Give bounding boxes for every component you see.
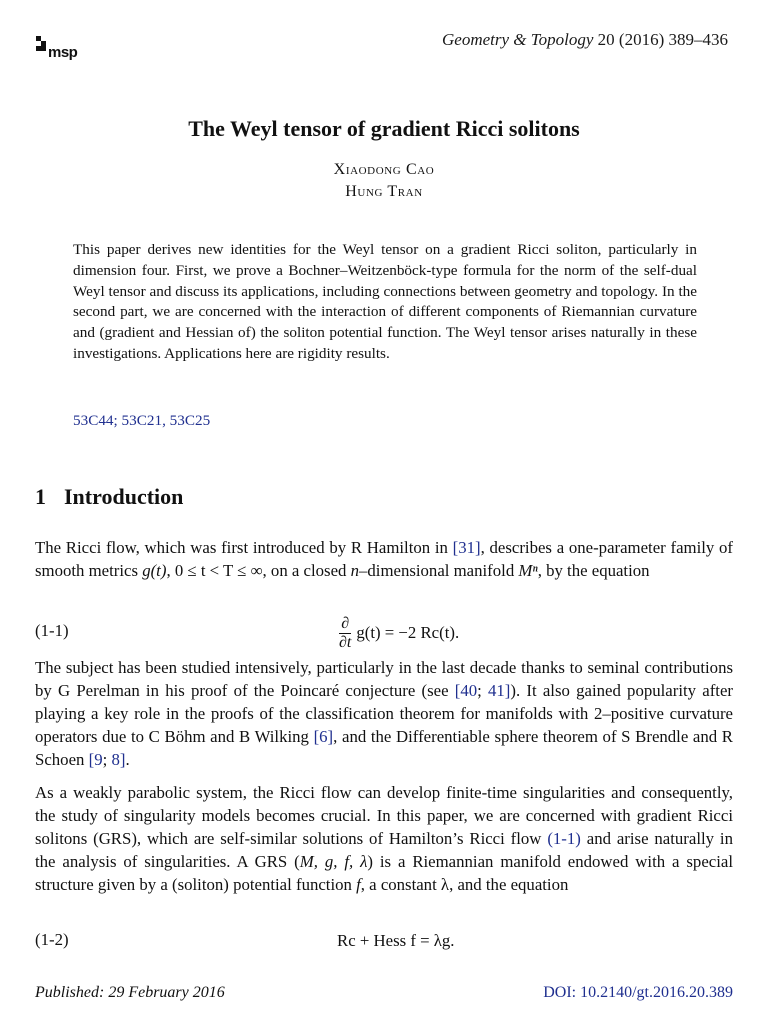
text-run: , a constant λ, and the equation xyxy=(360,875,569,894)
author-name: Xiaodong Cao xyxy=(333,161,435,178)
text-run: . xyxy=(125,750,130,769)
fraction-numerator: ∂ xyxy=(341,614,350,632)
publisher-logo xyxy=(36,36,86,62)
citation-link[interactable]: [6] xyxy=(313,727,334,746)
logo-text: msp xyxy=(48,44,78,61)
section-title: Introduction xyxy=(64,484,184,509)
citation-link[interactable]: 8] xyxy=(111,750,126,769)
equation xyxy=(35,611,733,655)
journal-citation xyxy=(442,30,728,50)
section-number: 1 xyxy=(35,484,46,509)
text-run: ). It also gained popularity after playing a key role in the proofs of the classification theorem for manifolds with 2–positive curvature operators due to C Böhm and B Wilking xyxy=(35,681,733,746)
text-run: , by the equation xyxy=(537,561,650,580)
msc-link[interactable]: 53C21 xyxy=(121,412,163,429)
body-paragraph xyxy=(35,781,733,896)
equation-body xyxy=(337,611,459,655)
citation-link[interactable]: [9 xyxy=(88,750,103,769)
math-inline: Mⁿ xyxy=(518,561,538,580)
journal-volume: 20 (2016) 389–436 xyxy=(597,30,728,49)
doi-link[interactable]: DOI: 10.2140/gt.2016.20.389 xyxy=(543,984,733,1001)
equation-text: Rc + Hess f = λg. xyxy=(337,931,455,950)
author-name: Hung Tran xyxy=(345,183,423,200)
text-run: ; xyxy=(477,681,489,700)
msc-classification: 53C44; 53C21, 53C25 xyxy=(73,412,211,429)
text-run: and arise naturally in the analysis of singularities. A GRS ( xyxy=(35,829,733,871)
equation xyxy=(35,928,733,954)
text-run: The subject has been studied intensively, particularly in the last decade thanks to seminal contributions by G Perelman in his proof of the Poincaré conjecture (see xyxy=(35,658,733,700)
text-run: , 0 ≤ t < T ≤ ∞, on a closed xyxy=(166,561,351,580)
math-inline: g(t) xyxy=(142,561,167,580)
body-paragraph xyxy=(35,656,733,771)
text-run: , describes a one-parameter family of smooth metrics xyxy=(35,538,733,580)
equation-link[interactable]: (1-1) xyxy=(547,829,581,848)
text-run: –dimensional manifold xyxy=(359,561,519,580)
equation-text: g(t) = −2 Rc(t). xyxy=(356,623,460,642)
citation-link[interactable]: [40 xyxy=(454,681,478,700)
text-run: ; xyxy=(102,750,112,769)
fraction-denominator: ∂t xyxy=(339,633,352,651)
abstract: This paper derives new identities for the Weyl tensor on a gradient Ricci soliton, particularly in dimension four. First, we prove a Bochner–Weitzenböck-type formula for the norm of the self-dual Weyl tensor and discuss its applications, including connections between geometry and topology. In the second part, we are concerned with the interaction of different components of Riemannian curvature and (gradient and Hessian of) the soliton potential function. The Weyl tensor arises naturally in these investigations. Applications here are rigidity results. xyxy=(73,241,697,362)
text-run: The Ricci flow, which was first introduced by R Hamilton in xyxy=(35,538,453,557)
equation-label: (1-1) xyxy=(35,621,69,640)
author-list xyxy=(0,159,768,203)
citation-link[interactable]: 41] xyxy=(488,681,511,700)
equation-body xyxy=(337,928,455,954)
text-run: , and the Differentiable sphere theorem of S Brendle and R Schoen xyxy=(35,727,733,769)
section-heading xyxy=(35,484,183,510)
math-inline: n xyxy=(350,561,360,580)
equation-label: (1-2) xyxy=(35,930,69,949)
partial-derivative xyxy=(337,615,353,652)
math-inline: f xyxy=(356,875,361,894)
text-run: ) is a Riemannian manifold endowed with a special structure given by a (soliton) potential function xyxy=(35,852,733,894)
math-inline: M, g, f, λ xyxy=(299,852,368,871)
body-paragraph xyxy=(35,536,733,582)
published-date: Published: 29 February 2016 xyxy=(35,984,225,1001)
msc-link[interactable]: 53C25 xyxy=(169,412,211,429)
paper-title: The Weyl tensor of gradient Ricci solitons xyxy=(188,116,580,141)
msc-link[interactable]: 53C44 xyxy=(73,412,114,429)
journal-name: Geometry & Topology xyxy=(442,30,594,49)
text-run: As a weakly parabolic system, the Ricci flow can develop finite-time singularities and consequently, the study of singularity models becomes crucial. In this paper, we are concerned with gradient Ricci solitons (GRS), which are self-similar solutions of Hamilton’s Ricci flow xyxy=(35,783,733,848)
citation-link[interactable]: [31] xyxy=(452,538,481,557)
